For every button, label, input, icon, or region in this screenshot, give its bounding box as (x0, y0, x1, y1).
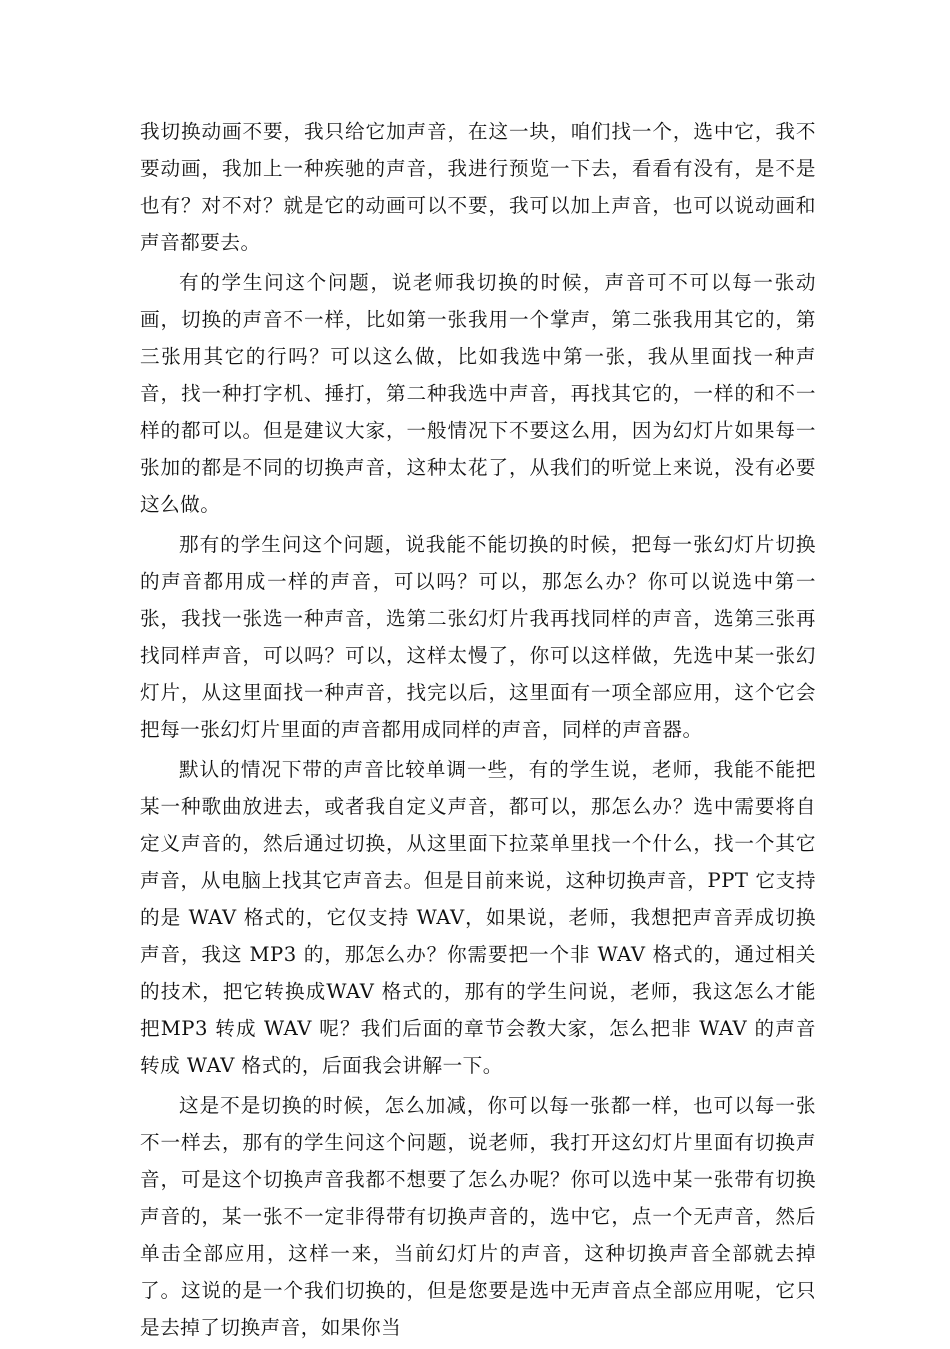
paragraph-2: 有的学生问这个问题，说老师我切换的时候，声音可不可以每一张动画，切换的声音不一样，比如第一张我用一个掌声，第二张我用其它的，第三张用其它的行吗？可以这么做，比如我选中第一张，我从里面找一种声音，找一种打字机、捶打，第二种我选中声音，再找其它的，一样的和不一样的都可以。但是建议大家，一般情况下不要这么用，因为幻灯片如果每一张加的都是不同的切换声音，这种太花了，从我们的听觉上来说，没有必要这么做。 (140, 271, 816, 516)
paragraph-3: 那有的学生问这个问题，说我能不能切换的时候，把每一张幻灯片切换的声音都用成一样的声音，可以吗？可以，那怎么办？你可以说选中第一张，我找一张选一种声音，选第二张幻灯片我再找同样的声音，选第三张再找同样声音，可以吗？可以，这样太慢了，你可以这样做，先选中某一张幻灯片，从这里面找一种声音，找完以后，这里面有一项全部应用，这个它会把每一张幻灯片里面的声音都用成同样的声音，同样的声音器。 (140, 533, 816, 741)
document-body (140, 113, 816, 1349)
paragraph-4: 默认的情况下带的声音比较单调一些，有的学生说，老师，我能不能把某一种歌曲放进去，或者我自定义声音，都可以，那怎么办？选中需要将自定义声音的，然后通过切换，从这里面下拉菜单里找一个什么，找一个其它声音，从电脑上找其它声音去。但是目前来说，这种切换声音，PPT 它支持的是 WAV 格式的，它仅支持 WAV，如果说，老师，我想把声音弄成切换声音，我这 MP3 的，那怎么办？你需要把一个非 WAV 格式的，通过相关的技术，把它转换成WAV 格式的，那有的学生问说，老师，我这怎么才能把MP3 转成 WAV 呢？我们后面的章节会教大家，怎么把非 WAV 的声音转成 WAV 格式的，后面我会讲解一下。 (140, 758, 816, 1077)
paragraph-5: 这是不是切换的时候，怎么加减，你可以每一张都一样，也可以每一张不一样去，那有的学生问这个问题，说老师，我打开这幻灯片里面有切换声音，可是这个切换声音我都不想要了怎么办呢？你可以选中某一张带有切换声音的，某一张不一定非得带有切换声音的，选中它，点一个无声音，然后单击全部应用，这样一来，当前幻灯片的声音，这种切换声音全部就去掉了。这说的是一个我们切换的，但是您要是选中无声音点全部应用呢，它只是去掉了切换声音，如果你当 (140, 1094, 816, 1339)
paragraph-1: 我切换动画不要，我只给它加声音，在这一块，咱们找一个，选中它，我不要动画，我加上一种疾驰的声音，我进行预览一下去，看看有没有，是不是也有？对不对？就是它的动画可以不要，我可以加上声音，也可以说动画和声音都要去。 (140, 120, 816, 254)
